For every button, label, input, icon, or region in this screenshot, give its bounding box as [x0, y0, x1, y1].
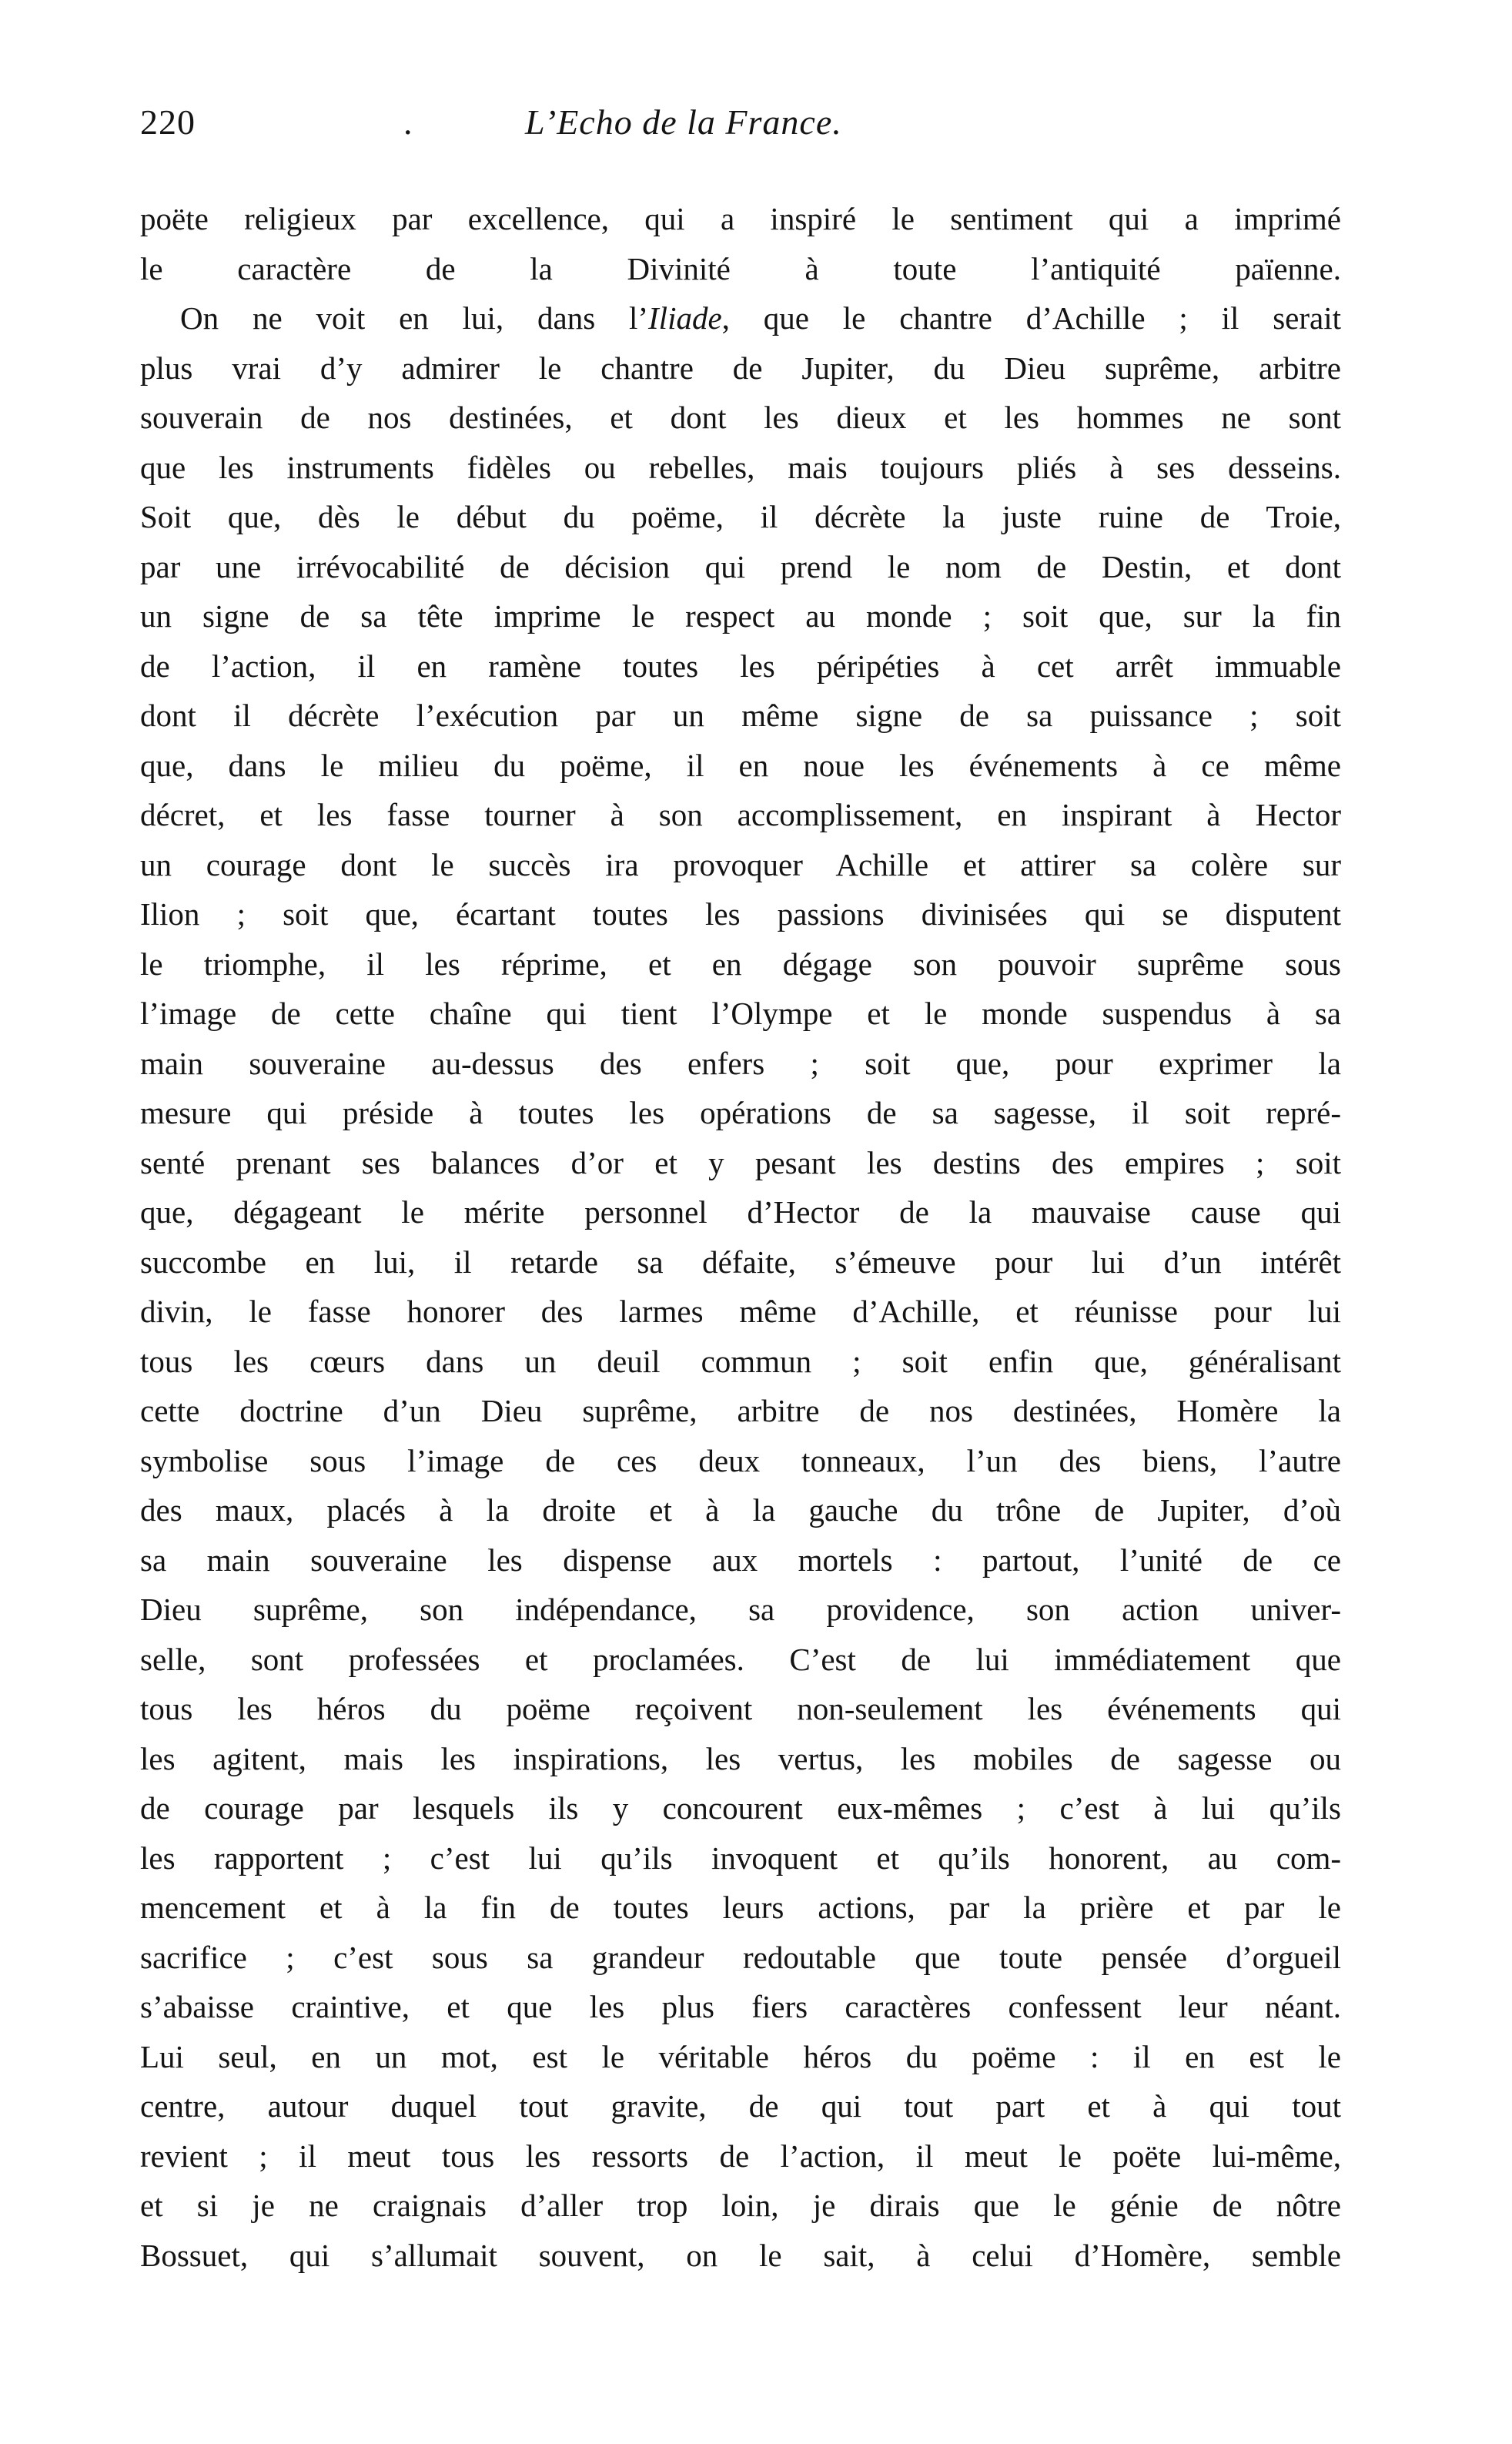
text-line: plus vrai d’y admirer le chantre de Jupiter, du Dieu suprême, arbitre	[140, 350, 1341, 386]
text-line: un courage dont le succès ira provoquer Achille et attirer sa colère sur	[140, 846, 1341, 882]
text-line: et si je ne craignais d’aller trop loin, je dirais que le génie de nôtre	[140, 2188, 1341, 2223]
text-line: sa main souveraine les dispense aux mortels : partout, l’unité de ce	[140, 1542, 1341, 1578]
text-line: souverain de nos destinées, et dont les dieux et les hommes ne sont	[140, 400, 1341, 435]
text-line: le caractère de la Divinité à toute l’antiquité païenne.	[140, 250, 1341, 286]
text-line: divin, le fasse honorer des larmes même d’Achille, et réunisse pour lui	[140, 1294, 1341, 1329]
text-line: tous les cœurs dans un deuil commun ; soit enfin que, généralisant	[140, 1343, 1341, 1379]
text-line: Dieu suprême, son indépendance, sa providence, son action univer-	[140, 1592, 1341, 1627]
running-title: L’Echo de la France.	[525, 102, 842, 142]
text-line: s’abaisse craintive, et que les plus fiers caractères confessent leur néant.	[140, 1989, 1341, 2024]
text-line: symbolise sous l’image de ces deux tonneaux, l’un des biens, l’autre	[140, 1442, 1341, 1478]
text-line: un signe de sa tête imprime le respect au monde ; soit que, sur la fin	[140, 598, 1341, 634]
text-line: sacrifice ; c’est sous sa grandeur redoutable que toute pensée d’orgueil	[140, 1939, 1341, 1975]
text-line: les rapportent ; c’est lui qu’ils invoquent et qu’ils honorent, au com-	[140, 1840, 1341, 1876]
work-title-italic: Iliade	[648, 300, 722, 336]
text-line: poëte religieux par excellence, qui a inspiré le sentiment qui a imprimé	[140, 201, 1341, 236]
text-line: tous les héros du poëme reçoivent non-seulement les événements qui	[140, 1691, 1341, 1726]
text-line: centre, autour duquel tout gravite, de qui tout part et à qui tout	[140, 2088, 1341, 2124]
text-line: succombe en lui, il retarde sa défaite, s’émeuve pour lui d’un intérêt	[140, 1244, 1341, 1280]
text-line: l’image de cette chaîne qui tient l’Olympe et le monde suspendus à sa	[140, 996, 1341, 1031]
text-line: Ilion ; soit que, écartant toutes les passions divinisées qui se disputent	[140, 896, 1341, 932]
text-line: cette doctrine d’un Dieu suprême, arbitre de nos destinées, Homère la	[140, 1393, 1341, 1428]
text-line: de courage par lesquels ils y concourent eux-mêmes ; c’est à lui qu’ils	[140, 1790, 1341, 1826]
text-line: On ne voit en lui, dans l’Iliade, que le chantre d’Achille ; il serait	[180, 300, 1341, 336]
text-line: le triomphe, il les réprime, et en dégage son pouvoir suprême sous	[140, 946, 1341, 982]
text-line: par une irrévocabilité de décision qui prend le nom de Destin, et dont	[140, 548, 1341, 584]
page-header	[140, 102, 1372, 148]
text-line: Lui seul, en un mot, est le véritable héros du poëme : il en est le	[140, 2038, 1341, 2074]
text-line: mesure qui préside à toutes les opérations de sa sagesse, il soit repré-	[140, 1095, 1341, 1130]
text-line: Soit que, dès le début du poëme, il décrète la juste ruine de Troie,	[140, 499, 1341, 534]
text-line: des maux, placés à la droite et à la gauche du trône de Jupiter, d’où	[140, 1492, 1341, 1528]
text-line: main souveraine au-dessus des enfers ; soit que, pour exprimer la	[140, 1045, 1341, 1081]
text-line: revient ; il meut tous les ressorts de l’action, il meut le poëte lui-même,	[140, 2138, 1341, 2174]
text-line: que les instruments fidèles ou rebelles, mais toujours pliés à ses desseins.	[140, 449, 1341, 485]
text-line: décret, et les fasse tourner à son accomplissement, en inspirant à Hector	[140, 797, 1341, 832]
text-line: les agitent, mais les inspirations, les vertus, les mobiles de sagesse ou	[140, 1740, 1341, 1776]
header-separator: .	[403, 102, 413, 142]
text-line: selle, sont professées et proclamées. C’est de lui immédiatement que	[140, 1641, 1341, 1677]
text-line: mencement et à la fin de toutes leurs actions, par la prière et par le	[140, 1890, 1341, 1925]
body-text	[140, 194, 1341, 2280]
text-line: de l’action, il en ramène toutes les péripéties à cet arrêt immuable	[140, 648, 1341, 684]
text-line: Bossuet, qui s’allumait souvent, on le sait, à celui d’Homère, semble	[140, 2237, 1341, 2273]
text-line: que, dans le milieu du poëme, il en noue les événements à ce même	[140, 747, 1341, 783]
text-line: senté prenant ses balances d’or et y pesant les destins des empires ; soit	[140, 1144, 1341, 1180]
text-line: que, dégageant le mérite personnel d’Hector de la mauvaise cause qui	[140, 1194, 1341, 1230]
page-number: 220	[140, 102, 196, 142]
text-line: dont il décrète l’exécution par un même signe de sa puissance ; soit	[140, 698, 1341, 733]
